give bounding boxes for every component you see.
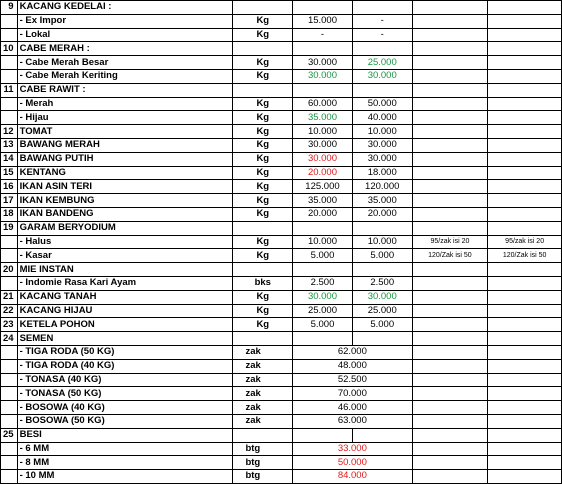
note-cell[interactable] — [488, 1, 562, 15]
item-row — [1, 470, 562, 484]
item-name-cell[interactable]: - Indomie Rasa Kari Ayam — [17, 276, 233, 290]
unit-cell[interactable] — [233, 221, 293, 235]
item-name-cell[interactable]: - Merah — [17, 97, 233, 111]
item-row — [1, 456, 562, 470]
price-1-cell[interactable]: 30.000 — [293, 152, 353, 166]
item-name-cell[interactable]: IKAN BANDENG — [17, 207, 233, 221]
item-name-cell[interactable]: TOMAT — [17, 125, 233, 139]
item-name-cell[interactable]: - 8 MM — [17, 456, 233, 470]
row-number-cell[interactable]: 15 — [1, 166, 18, 180]
item-row — [1, 290, 562, 304]
price-1-cell[interactable]: 30.000 — [293, 56, 353, 70]
note-cell[interactable] — [412, 42, 488, 56]
row-number-cell[interactable]: 10 — [1, 42, 18, 56]
item-row — [1, 414, 562, 428]
note-2-cell[interactable] — [488, 56, 562, 70]
note-2-cell[interactable] — [488, 318, 562, 332]
note-cell[interactable] — [488, 359, 562, 373]
unit-cell[interactable]: zak — [233, 401, 293, 415]
row-number-cell[interactable] — [1, 456, 18, 470]
row-number-cell[interactable] — [1, 97, 18, 111]
row-number-cell[interactable]: 25 — [1, 428, 18, 442]
unit-cell[interactable]: zak — [233, 359, 293, 373]
row-number-cell[interactable]: 13 — [1, 138, 18, 152]
item-row — [1, 304, 562, 318]
price-table-body — [1, 1, 562, 484]
item-row — [1, 235, 562, 249]
unit-cell[interactable]: Kg — [233, 14, 293, 28]
price-2-cell[interactable]: 10.000 — [352, 235, 412, 249]
row-number-cell[interactable] — [1, 470, 18, 484]
row-number-cell[interactable] — [1, 69, 18, 83]
note-1-cell[interactable] — [412, 180, 488, 194]
item-name-cell[interactable]: - Cabe Merah Keriting — [17, 69, 233, 83]
row-number-cell[interactable] — [1, 373, 18, 387]
price-1-cell[interactable]: 5.000 — [293, 318, 353, 332]
note-2-cell[interactable] — [488, 304, 562, 318]
note-1-cell[interactable]: 95/zak isi 20 — [412, 235, 488, 249]
note-1-cell[interactable] — [412, 166, 488, 180]
note-1-cell[interactable] — [412, 207, 488, 221]
item-name-cell[interactable]: - TIGA RODA (50 KG) — [17, 345, 233, 359]
item-row — [1, 111, 562, 125]
unit-cell[interactable]: btg — [233, 456, 293, 470]
item-row — [1, 180, 562, 194]
item-name-cell[interactable]: CABE RAWIT : — [17, 83, 233, 97]
price-cell[interactable] — [293, 42, 353, 56]
item-row — [1, 401, 562, 415]
item-name-cell[interactable]: GARAM BERYODIUM — [17, 221, 233, 235]
note-2-cell[interactable] — [488, 125, 562, 139]
price-merged-cell[interactable]: 63.000 — [293, 414, 413, 428]
unit-cell[interactable]: Kg — [233, 69, 293, 83]
price-merged-cell[interactable]: 62.000 — [293, 345, 413, 359]
note-2-cell[interactable] — [488, 138, 562, 152]
price-1-cell[interactable]: 30.000 — [293, 138, 353, 152]
price-merged-cell[interactable]: 46.000 — [293, 401, 413, 415]
note-cell[interactable] — [488, 401, 562, 415]
price-cell[interactable] — [352, 428, 412, 442]
price-2-cell[interactable]: - — [352, 14, 412, 28]
price-1-cell[interactable]: 5.000 — [293, 249, 353, 263]
price-2-cell[interactable]: 50.000 — [352, 97, 412, 111]
item-name-cell[interactable]: - 10 MM — [17, 470, 233, 484]
note-1-cell[interactable] — [412, 69, 488, 83]
unit-cell[interactable] — [233, 332, 293, 346]
unit-cell[interactable]: Kg — [233, 235, 293, 249]
unit-cell[interactable]: Kg — [233, 56, 293, 70]
note-cell[interactable] — [488, 470, 562, 484]
item-row — [1, 152, 562, 166]
note-cell[interactable] — [488, 42, 562, 56]
price-2-cell[interactable]: 30.000 — [352, 69, 412, 83]
unit-cell[interactable]: Kg — [233, 138, 293, 152]
price-cell[interactable] — [352, 1, 412, 15]
note-2-cell[interactable] — [488, 69, 562, 83]
item-name-cell[interactable]: KACANG HIJAU — [17, 304, 233, 318]
row-number-cell[interactable]: 21 — [1, 290, 18, 304]
note-cell[interactable] — [488, 442, 562, 456]
price-1-cell[interactable]: 125.000 — [293, 180, 353, 194]
unit-cell[interactable] — [233, 263, 293, 277]
note-2-cell[interactable] — [488, 276, 562, 290]
item-name-cell[interactable]: KENTANG — [17, 166, 233, 180]
row-number-cell[interactable] — [1, 345, 18, 359]
price-merged-cell[interactable]: 50.000 — [293, 456, 413, 470]
item-name-cell[interactable]: - TIGA RODA (40 KG) — [17, 359, 233, 373]
price-2-cell[interactable]: 5.000 — [352, 249, 412, 263]
price-cell[interactable] — [352, 83, 412, 97]
unit-cell[interactable]: Kg — [233, 111, 293, 125]
note-cell[interactable] — [412, 401, 488, 415]
note-1-cell[interactable] — [412, 304, 488, 318]
section-header-row — [1, 263, 562, 277]
item-name-cell[interactable]: - 6 MM — [17, 442, 233, 456]
note-cell[interactable] — [412, 428, 488, 442]
price-1-cell[interactable]: 60.000 — [293, 97, 353, 111]
price-2-cell[interactable]: 120.000 — [352, 180, 412, 194]
price-2-cell[interactable]: 30.000 — [352, 290, 412, 304]
item-row — [1, 249, 562, 263]
item-row — [1, 345, 562, 359]
note-cell[interactable] — [488, 263, 562, 277]
note-2-cell[interactable] — [488, 180, 562, 194]
note-1-cell[interactable] — [412, 194, 488, 208]
row-number-cell[interactable]: 23 — [1, 318, 18, 332]
price-1-cell[interactable]: 20.000 — [293, 207, 353, 221]
note-1-cell[interactable] — [412, 56, 488, 70]
item-name-cell[interactable]: KACANG TANAH — [17, 290, 233, 304]
price-cell[interactable] — [352, 221, 412, 235]
note-cell[interactable] — [412, 442, 488, 456]
price-2-cell[interactable]: 25.000 — [352, 56, 412, 70]
price-merged-cell[interactable]: 52.500 — [293, 373, 413, 387]
price-1-cell[interactable]: - — [293, 28, 353, 42]
unit-cell[interactable] — [233, 42, 293, 56]
price-1-cell[interactable]: 30.000 — [293, 290, 353, 304]
item-row — [1, 318, 562, 332]
unit-cell[interactable]: Kg — [233, 194, 293, 208]
note-cell[interactable] — [488, 414, 562, 428]
row-number-cell[interactable]: 11 — [1, 83, 18, 97]
item-row — [1, 207, 562, 221]
item-name-cell[interactable]: IKAN ASIN TERI — [17, 180, 233, 194]
note-2-cell[interactable] — [488, 166, 562, 180]
note-cell[interactable] — [412, 359, 488, 373]
unit-cell[interactable]: Kg — [233, 125, 293, 139]
note-cell[interactable] — [488, 428, 562, 442]
item-row — [1, 442, 562, 456]
note-cell[interactable] — [412, 414, 488, 428]
item-row — [1, 373, 562, 387]
price-1-cell[interactable]: 20.000 — [293, 166, 353, 180]
item-row — [1, 28, 562, 42]
note-1-cell[interactable] — [412, 276, 488, 290]
row-number-cell[interactable]: 24 — [1, 332, 18, 346]
item-name-cell[interactable]: BESI — [17, 428, 233, 442]
note-cell[interactable] — [488, 456, 562, 470]
note-2-cell[interactable] — [488, 97, 562, 111]
item-row — [1, 387, 562, 401]
unit-cell[interactable]: Kg — [233, 290, 293, 304]
note-2-cell[interactable] — [488, 207, 562, 221]
section-header-row — [1, 83, 562, 97]
unit-cell[interactable]: Kg — [233, 97, 293, 111]
price-cell[interactable] — [293, 332, 353, 346]
price-2-cell[interactable]: 25.000 — [352, 304, 412, 318]
unit-cell[interactable] — [233, 1, 293, 15]
note-1-cell[interactable] — [412, 97, 488, 111]
item-name-cell[interactable]: MIE INSTAN — [17, 263, 233, 277]
price-2-cell[interactable]: 5.000 — [352, 318, 412, 332]
item-row — [1, 166, 562, 180]
note-cell[interactable] — [488, 387, 562, 401]
note-2-cell[interactable]: 120/Zak isi 50 — [488, 249, 562, 263]
price-2-cell[interactable]: 40.000 — [352, 111, 412, 125]
row-number-cell[interactable] — [1, 276, 18, 290]
note-2-cell[interactable]: 95/zak isi 20 — [488, 235, 562, 249]
row-number-cell[interactable] — [1, 249, 18, 263]
note-cell[interactable] — [412, 456, 488, 470]
note-1-cell[interactable] — [412, 152, 488, 166]
note-1-cell[interactable]: 120/Zak isi 50 — [412, 249, 488, 263]
item-name-cell[interactable]: IKAN KEMBUNG — [17, 194, 233, 208]
price-1-cell[interactable]: 10.000 — [293, 235, 353, 249]
row-number-cell[interactable]: 16 — [1, 180, 18, 194]
price-merged-cell[interactable]: 70.000 — [293, 387, 413, 401]
price-1-cell[interactable]: 10.000 — [293, 125, 353, 139]
item-row — [1, 125, 562, 139]
note-2-cell[interactable] — [488, 152, 562, 166]
note-cell[interactable] — [488, 332, 562, 346]
note-cell[interactable] — [412, 373, 488, 387]
note-1-cell[interactable] — [412, 125, 488, 139]
item-row — [1, 14, 562, 28]
price-cell[interactable] — [352, 263, 412, 277]
price-2-cell[interactable]: 30.000 — [352, 138, 412, 152]
unit-cell[interactable]: bks — [233, 276, 293, 290]
item-row — [1, 194, 562, 208]
price-merged-cell[interactable]: 84.000 — [293, 470, 413, 484]
item-name-cell[interactable]: SEMEN — [17, 332, 233, 346]
row-number-cell[interactable]: 12 — [1, 125, 18, 139]
item-row — [1, 359, 562, 373]
item-name-cell[interactable]: - Lokal — [17, 28, 233, 42]
row-number-cell[interactable] — [1, 28, 18, 42]
row-number-cell[interactable] — [1, 235, 18, 249]
row-number-cell[interactable]: 14 — [1, 152, 18, 166]
note-2-cell[interactable] — [488, 194, 562, 208]
price-cell[interactable] — [293, 263, 353, 277]
row-number-cell[interactable] — [1, 401, 18, 415]
price-1-cell[interactable]: 25.000 — [293, 304, 353, 318]
unit-cell[interactable]: zak — [233, 387, 293, 401]
section-header-row — [1, 221, 562, 235]
note-2-cell[interactable] — [488, 28, 562, 42]
price-merged-cell[interactable]: 33.000 — [293, 442, 413, 456]
item-name-cell[interactable]: - BOSOWA (40 KG) — [17, 401, 233, 415]
item-name-cell[interactable]: BAWANG MERAH — [17, 138, 233, 152]
note-2-cell[interactable] — [488, 290, 562, 304]
unit-cell[interactable]: Kg — [233, 318, 293, 332]
item-row — [1, 69, 562, 83]
price-merged-cell[interactable]: 48.000 — [293, 359, 413, 373]
unit-cell[interactable]: zak — [233, 373, 293, 387]
note-1-cell[interactable] — [412, 111, 488, 125]
note-1-cell[interactable] — [412, 28, 488, 42]
price-1-cell[interactable]: 15.000 — [293, 14, 353, 28]
item-name-cell[interactable]: CABE MERAH : — [17, 42, 233, 56]
item-name-cell[interactable]: - TONASA (40 KG) — [17, 373, 233, 387]
row-number-cell[interactable] — [1, 56, 18, 70]
section-header-row — [1, 42, 562, 56]
note-cell[interactable] — [412, 263, 488, 277]
unit-cell[interactable] — [233, 428, 293, 442]
row-number-cell[interactable]: 20 — [1, 263, 18, 277]
row-number-cell[interactable] — [1, 414, 18, 428]
row-number-cell[interactable]: 18 — [1, 207, 18, 221]
unit-cell[interactable]: Kg — [233, 207, 293, 221]
price-2-cell[interactable]: 2.500 — [352, 276, 412, 290]
item-row — [1, 97, 562, 111]
price-cell[interactable] — [293, 83, 353, 97]
unit-cell[interactable]: Kg — [233, 249, 293, 263]
section-header-row — [1, 332, 562, 346]
price-2-cell[interactable]: 30.000 — [352, 152, 412, 166]
price-1-cell[interactable]: 30.000 — [293, 69, 353, 83]
item-name-cell[interactable]: - BOSOWA (50 KG) — [17, 414, 233, 428]
note-cell[interactable] — [412, 1, 488, 15]
unit-cell[interactable]: Kg — [233, 152, 293, 166]
price-2-cell[interactable]: 18.000 — [352, 166, 412, 180]
price-2-cell[interactable]: - — [352, 28, 412, 42]
item-row — [1, 276, 562, 290]
note-1-cell[interactable] — [412, 14, 488, 28]
item-name-cell[interactable]: - TONASA (50 KG) — [17, 387, 233, 401]
note-cell[interactable] — [412, 387, 488, 401]
price-1-cell[interactable]: 35.000 — [293, 111, 353, 125]
unit-cell[interactable]: btg — [233, 470, 293, 484]
row-number-cell[interactable]: 17 — [1, 194, 18, 208]
price-cell[interactable] — [352, 332, 412, 346]
section-header-row — [1, 1, 562, 15]
note-cell[interactable] — [488, 83, 562, 97]
item-name-cell[interactable]: KETELA POHON — [17, 318, 233, 332]
item-row — [1, 56, 562, 70]
price-cell[interactable] — [293, 221, 353, 235]
item-name-cell[interactable]: BAWANG PUTIH — [17, 152, 233, 166]
unit-cell[interactable]: Kg — [233, 28, 293, 42]
row-number-cell[interactable] — [1, 442, 18, 456]
item-name-cell[interactable]: - Cabe Merah Besar — [17, 56, 233, 70]
note-cell[interactable] — [412, 83, 488, 97]
note-1-cell[interactable] — [412, 138, 488, 152]
price-2-cell[interactable]: 20.000 — [352, 207, 412, 221]
unit-cell[interactable]: Kg — [233, 304, 293, 318]
unit-cell[interactable]: zak — [233, 414, 293, 428]
note-2-cell[interactable] — [488, 111, 562, 125]
row-number-cell[interactable]: 9 — [1, 1, 18, 15]
unit-cell[interactable]: btg — [233, 442, 293, 456]
row-number-cell[interactable]: 19 — [1, 221, 18, 235]
unit-cell[interactable] — [233, 83, 293, 97]
price-1-cell[interactable]: 2.500 — [293, 276, 353, 290]
note-cell[interactable] — [412, 221, 488, 235]
item-name-cell[interactable]: - Halus — [17, 235, 233, 249]
price-1-cell[interactable]: 35.000 — [293, 194, 353, 208]
item-name-cell[interactable]: - Kasar — [17, 249, 233, 263]
unit-cell[interactable]: zak — [233, 345, 293, 359]
section-header-row — [1, 428, 562, 442]
note-cell[interactable] — [412, 470, 488, 484]
price-cell[interactable] — [352, 42, 412, 56]
note-cell[interactable] — [488, 373, 562, 387]
price-cell[interactable] — [293, 428, 353, 442]
note-1-cell[interactable] — [412, 318, 488, 332]
note-cell[interactable] — [488, 221, 562, 235]
row-number-cell[interactable] — [1, 387, 18, 401]
row-number-cell[interactable]: 22 — [1, 304, 18, 318]
item-name-cell[interactable]: - Ex Impor — [17, 14, 233, 28]
note-cell[interactable] — [412, 345, 488, 359]
note-2-cell[interactable] — [488, 14, 562, 28]
unit-cell[interactable]: Kg — [233, 166, 293, 180]
price-2-cell[interactable]: 10.000 — [352, 125, 412, 139]
note-1-cell[interactable] — [412, 290, 488, 304]
note-cell[interactable] — [412, 332, 488, 346]
item-name-cell[interactable]: KACANG KEDELAI : — [17, 1, 233, 15]
unit-cell[interactable]: Kg — [233, 180, 293, 194]
note-cell[interactable] — [488, 345, 562, 359]
row-number-cell[interactable] — [1, 14, 18, 28]
price-cell[interactable] — [293, 1, 353, 15]
row-number-cell[interactable] — [1, 111, 18, 125]
price-2-cell[interactable]: 35.000 — [352, 194, 412, 208]
item-name-cell[interactable]: - Hijau — [17, 111, 233, 125]
item-row — [1, 138, 562, 152]
row-number-cell[interactable] — [1, 359, 18, 373]
